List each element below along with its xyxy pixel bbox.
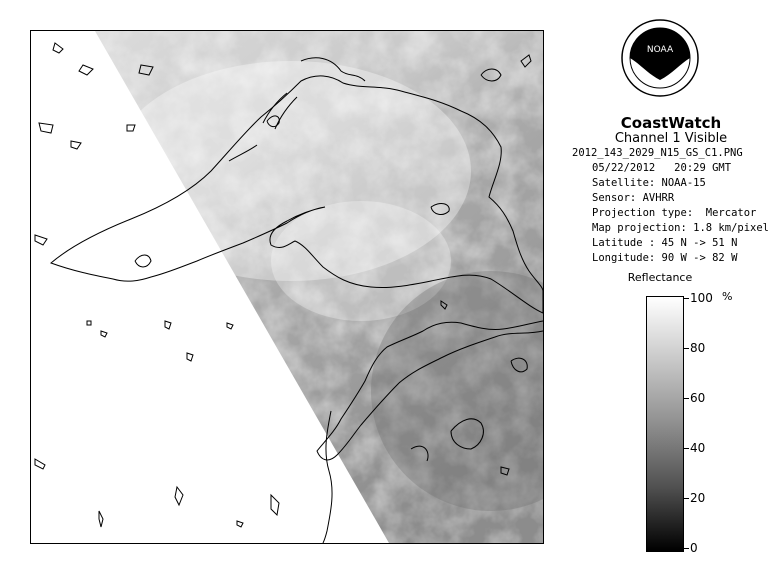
noaa-logo	[620, 18, 700, 98]
inland-lake	[35, 235, 47, 245]
colorbar-tick-label: 20	[690, 491, 706, 505]
colorbar-tick-label: 60	[690, 391, 706, 405]
colorbar-tick	[683, 398, 689, 399]
colorbar-tick-label: 100	[690, 291, 713, 305]
inland-lake	[187, 353, 193, 361]
satellite-image	[30, 30, 544, 544]
colorbar-tick-label: 40	[690, 441, 706, 455]
inland-lake	[175, 487, 183, 505]
channel-subtitle: Channel 1 Visible	[614, 131, 728, 146]
inland-lake	[227, 323, 233, 329]
inland-lake	[79, 65, 93, 75]
colorbar-tick	[683, 448, 689, 449]
brand-title: CoastWatch	[620, 114, 722, 132]
satellite-text: Satellite: NOAA-15	[592, 177, 706, 189]
colorbar-tick	[683, 548, 689, 549]
colorbar-tick-label: 0	[690, 541, 698, 555]
filename-text: 2012_143_2029_N15_GS_C1.PNG	[572, 147, 743, 159]
inland-lake	[53, 43, 63, 53]
inland-lake	[39, 123, 53, 133]
inland-lake	[71, 141, 81, 149]
inland-lake	[35, 459, 45, 469]
datetime-text: 05/22/2012 20:29 GMT	[592, 162, 732, 174]
colorbar-tick	[683, 298, 689, 299]
colorbar	[646, 296, 684, 552]
map-canvas	[31, 31, 543, 543]
inland-lake	[237, 521, 243, 527]
sensor-text: Sensor: AVHRR	[592, 192, 675, 204]
colorbar-tick-label: 80	[690, 341, 706, 355]
inland-lake	[271, 495, 279, 515]
inland-lake	[87, 321, 91, 325]
resolution-text: Map projection: 1.8 km/pixel	[592, 222, 770, 234]
colorbar-tick	[683, 348, 689, 349]
colorbar-label: Reflectance	[627, 271, 693, 284]
logo-center-text: NOAA	[646, 45, 674, 55]
projection-text: Projection type: Mercator	[592, 207, 757, 219]
latitude-text: Latitude : 45 N -> 51 N	[592, 237, 738, 249]
inland-lake	[99, 511, 103, 527]
colorbar-tick	[683, 498, 689, 499]
inland-lake	[165, 321, 171, 329]
longitude-text: Longitude: 90 W -> 82 W	[592, 252, 738, 264]
island-outline	[135, 255, 151, 267]
inland-lake	[101, 331, 107, 337]
colorbar-unit: %	[722, 290, 733, 303]
